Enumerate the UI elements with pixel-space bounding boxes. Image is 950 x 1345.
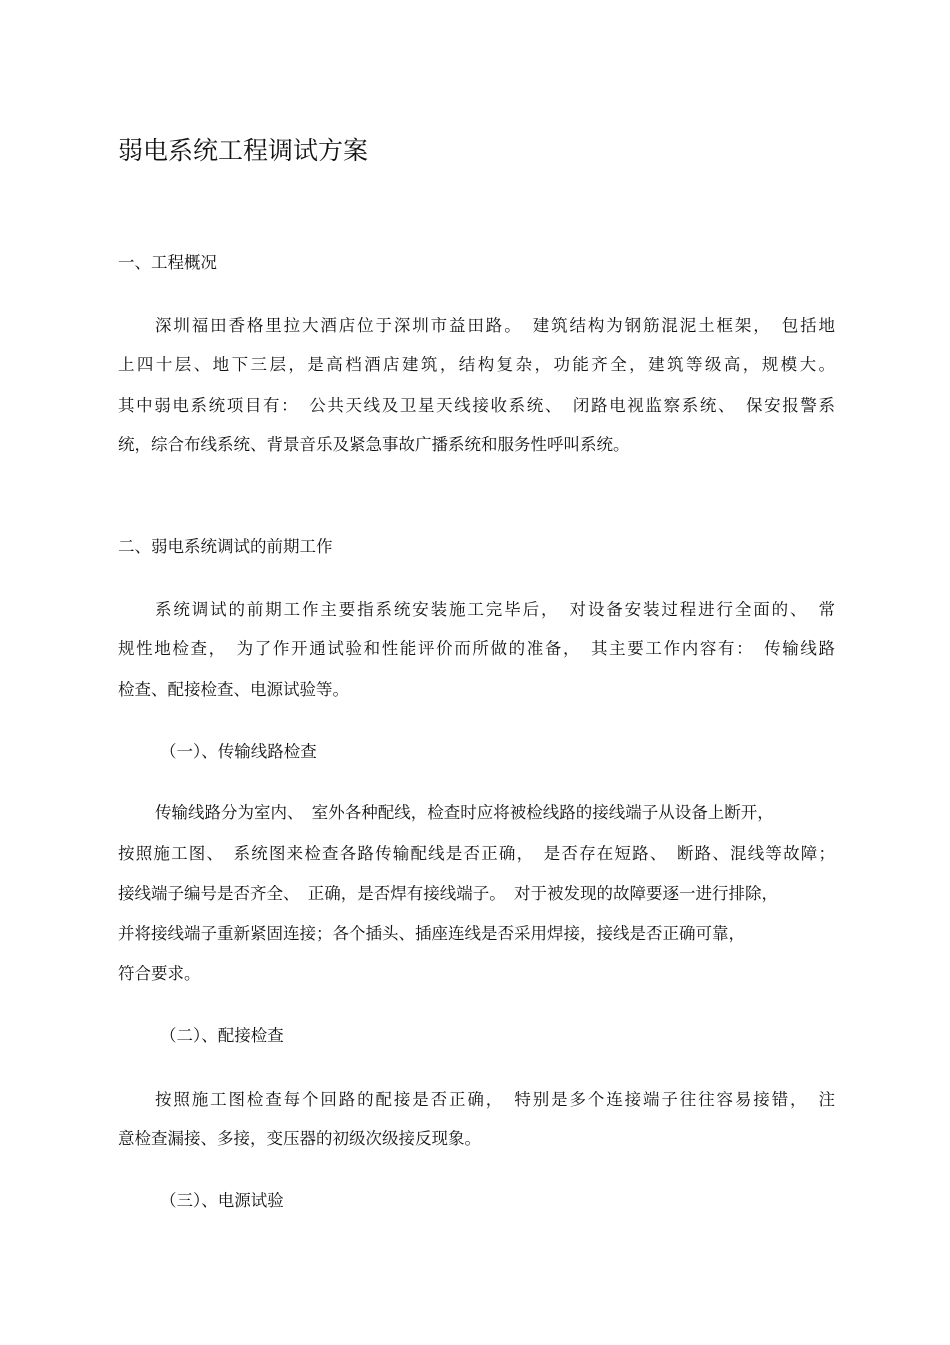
paragraph-line: 深圳福田香格里拉大酒店位于深圳市益田路。 建筑结构为钢筋混泥土框架， 包括地 <box>155 316 835 335</box>
paragraph-line: 检查、配接检查、电源试验等。 <box>118 680 349 699</box>
subsection-heading-wiring-check: （二）、配接检查 <box>160 1026 284 1045</box>
paragraph-line: 符合要求。 <box>118 964 201 983</box>
subsection-heading-power-test: （三）、电源试验 <box>160 1191 284 1210</box>
subsection-heading-line-check: （一）、传输线路检查 <box>160 742 317 761</box>
document-title: 弱电系统工程调试方案 <box>118 136 369 165</box>
paragraph-line: 规性地检查， 为了作开通试验和性能评价而所做的准备， 其主要工作内容有： 传输线路 <box>118 639 835 658</box>
paragraph-line: 统，综合布线系统、背景音乐及紧急事故广播系统和服务性呼叫系统。 <box>118 435 630 454</box>
paragraph-line: 并将接线端子重新紧固连接；各个插头、插座连线是否采用焊接，接线是否正确可靠， <box>118 924 745 943</box>
section-heading-overview: 一、工程概况 <box>118 253 217 272</box>
paragraph-line: 传输线路分为室内、 室外各种配线，检查时应将被检线路的接线端子从设备上断开， <box>155 803 774 822</box>
paragraph-line: 上四十层、地下三层，是高档酒店建筑，结构复杂，功能齐全，建筑等级高，规模大。 <box>118 355 835 374</box>
paragraph-line: 其中弱电系统项目有： 公共天线及卫星天线接收系统、 闭路电视监察系统、 保安报警系 <box>118 396 835 415</box>
section-heading-prework: 二、弱电系统调试的前期工作 <box>118 537 333 556</box>
paragraph-line: 意检查漏接、多接，变压器的初级次级接反现象。 <box>118 1129 481 1148</box>
paragraph-line: 接线端子编号是否齐全、 正确，是否焊有接线端子。 对于被发现的故障要逐一进行排除， <box>118 884 778 903</box>
paragraph-line: 系统调试的前期工作主要指系统安装施工完毕后， 对设备安装过程进行全面的、 常 <box>155 600 835 619</box>
paragraph-line: 按照施工图检查每个回路的配接是否正确， 特别是多个连接端子往往容易接错， 注 <box>155 1090 835 1109</box>
paragraph-line: 按照施工图、 系统图来检查各路传输配线是否正确， 是否存在短路、 断路、混线等故障； <box>118 844 835 863</box>
